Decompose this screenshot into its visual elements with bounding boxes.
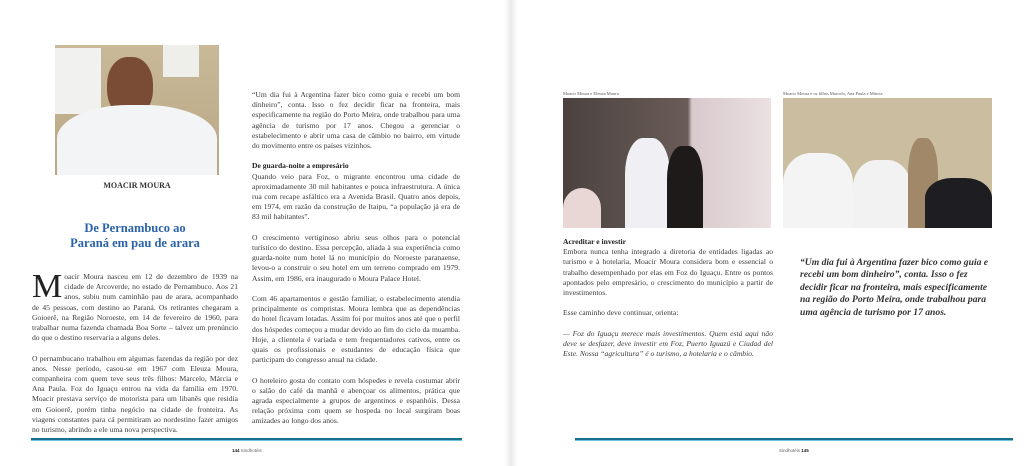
- family-photo: [783, 98, 992, 228]
- column-2: [252, 90, 460, 437]
- portrait-photo: [55, 45, 219, 175]
- page-number: 144: [232, 448, 240, 453]
- paragraph: O hoteleiro gosta do contato com hóspedes e revela costumar abrir o salão do café da manhã e abençoar os alimentos, prática que agrada especialmente a grupos de argentinos e espanhóis. Dessa relação próxima com quem se hospeda no local surgiram boas amizades ao longo dos anos.: [252, 375, 460, 426]
- paragraph: oacir Moura nasceu em 12 de dezembro de 1939 na cidade de Arcoverde, no estado de Pernambuco. Aos 21 anos, subiu num caminhão pau de arara, acompanhado de 45 pessoas, com destino ao Paraná. Os retirantes chegaram a Goioerê, na Região Noroeste, em 14 de fevereiro de 1960, para trabalhar numa fazenda chamada Boa Sorte – talvez um prenúncio do que o destino reservaria a alguns deles.: [32, 272, 238, 343]
- drop-cap: M: [32, 268, 63, 305]
- publication-name: Sindhotéis: [779, 448, 801, 453]
- right-page: [512, 0, 1024, 466]
- person-figure: [783, 153, 853, 228]
- paragraph: Esse caminho deve continuar, orienta:: [563, 308, 679, 318]
- man-figure: [625, 138, 670, 228]
- person-figure: [925, 178, 992, 228]
- title-line-2: Paraná em pau de arara: [70, 236, 200, 250]
- woman-figure: [667, 146, 703, 228]
- paragraph: O crescimento vertiginoso abriu seus olhos para o potencial turístico do destino. Essa percepção, aliada à sua experiência como guarda-noite num hotel lá no município do Noroeste paranaense, levou-o a construir o seu hotel em um terreno comprado em 1979. Assim, em 1986, era inaugurado o Moura Palace Hotel.: [252, 232, 460, 283]
- photo-caption: Moacir Moura e Eleuza Moura: [563, 91, 619, 96]
- page-number: 145: [801, 448, 809, 453]
- paragraph: O pernambucano trabalhou em algumas fazendas da região por dez anos. Nesse período, casou-se em 1967 com Eleuza Moura, companheira com quem teve seus três filhos: Marcelo, Márcia e Ana Paula. Foz do Iguaçu entrou na vida da família em 1970. Moacir prestava serviço de motorista para um libanês que residia em Goioerê, porém tinha negócio na cidade de fronteira. As viagens constantes para cá permitiram ao nordestino fazer amigos no turismo, abrindo a ele uma nova perspectiva.: [32, 353, 238, 435]
- column-1: [32, 268, 238, 445]
- text-column: [563, 237, 773, 370]
- paragraph: Com 46 apartamentos e gestão familiar, o estabelecimento atendia principalmente os compristas. Moura lembra que as dependências do hotel ficavam lotadas. Assim foi por muitos anos até que o perfil dos hóspedes começou a mudar devido ao fim do ciclo da muamba. Hoje, a clientela é variada e tem frequentadores cativos, entre os quais os profissionais e estudantes de educação física que participam do congresso anual na cidade.: [252, 294, 460, 365]
- footer-bar: [575, 438, 1013, 441]
- wall-poster: [163, 45, 199, 77]
- photo-caption: Moacir Moura e os filhos Marcelo, Ana Paula e Márcia: [783, 91, 883, 96]
- publication-name: Sindhotéis: [240, 448, 262, 453]
- footer-bar: [31, 438, 462, 441]
- subheading: De guarda-noite a empresário: [252, 161, 349, 171]
- subheading: Acreditar e investir: [563, 237, 626, 246]
- paragraph: — Foz do Iguaçu merece mais investimentos. Quem está aqui não deve se desfazer, deve investir em Foz, Puerto Iguazú e Ciudad del Este. Nossa “agricultura” é o turismo, a hotelaria e o câmbio.: [563, 328, 773, 359]
- paragraph: Quando veio para Foz, o migrante encontrou uma cidade de aproximadamente 30 mil habitantes e pouca infraestrutura. A única rua com recape asfáltico era a Avenida Brasil. Quatro anos depois, em 1974, em razão da construção de Itaipu, “a população já era de 83 mil habitantes”.: [252, 171, 460, 222]
- article-title: [32, 221, 238, 251]
- page-footer: [232, 448, 262, 453]
- couple-photo: [563, 98, 771, 228]
- wall-poster: [55, 48, 101, 114]
- paragraph: “Um dia fui à Argentina fazer bico como guia e recebi um bom dinheiro”, conta. Isso o fez decidir ficar na fronteira, mais especificamente na região do Porto Meira, onde trabalhou para uma agência de turismo por 17 anos. Chegou a gerenciar o estabelecimento e abrir uma casa de câmbio no bairro, em virtude do movimento entre os países vizinhos.: [252, 90, 460, 151]
- portrait-caption: MOACIR MOURA: [103, 181, 171, 190]
- guest-figure: [563, 188, 601, 228]
- page-footer: [779, 448, 809, 453]
- person-shirt: [57, 105, 217, 175]
- person-figure: [853, 160, 911, 228]
- paragraph: Embora nunca tenha integrado a diretoria de entidades ligadas ao turismo e à hotelaria, Moacir Moura considera bom e essencial o trabalho desempenhado por elas em Foz do Iguaçu. Entre os pontos apontados pelo empresário, o crescimento do município a partir de investimentos.: [563, 247, 773, 298]
- pull-quote: “Um dia fui à Argentina fazer bico como guia e recebi um bom dinheiro”, conta. Isso o fez decidir ficar na fronteira, mais especificamente na região do Porto Meira, onde trabalhou para uma agência de turismo por 17 anos.: [800, 257, 989, 318]
- title-line-1: De Pernambuco ao: [84, 221, 186, 235]
